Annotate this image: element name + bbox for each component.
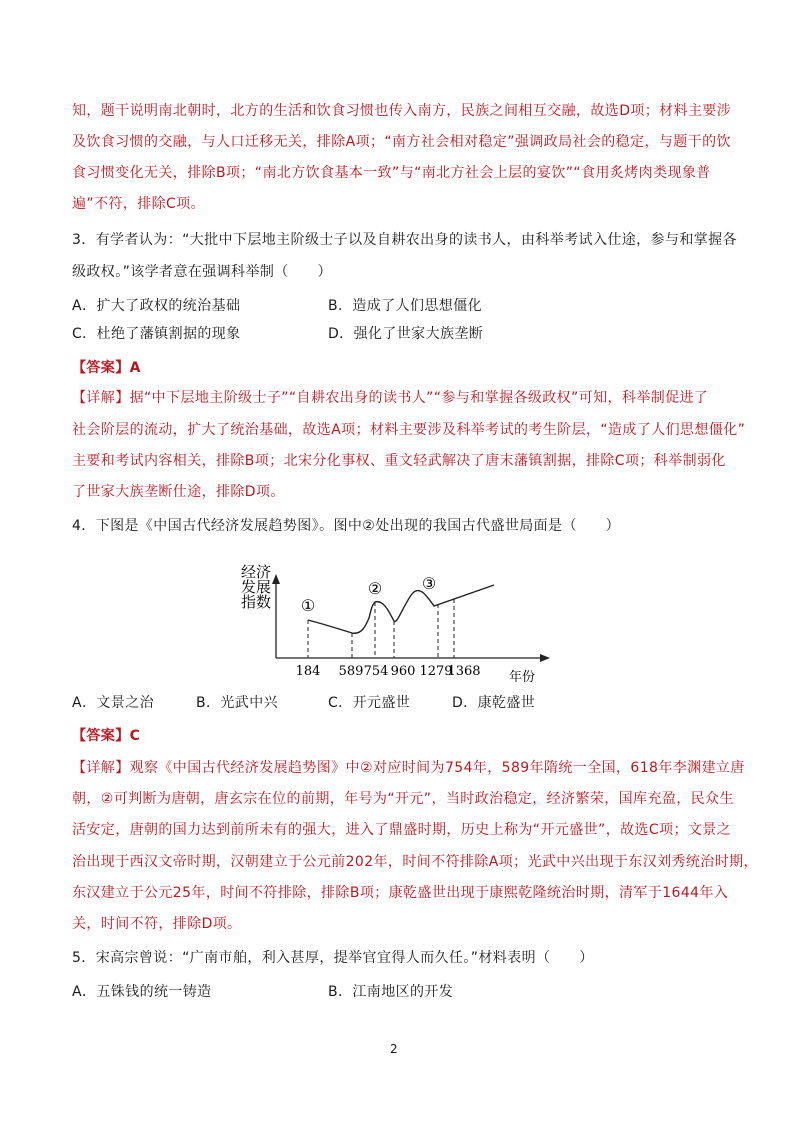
question-4-explanation: 【详解】观察《中国古代经济发展趋势图》中②对应时间为754年，589年隋统一全国，618年李渊建立唐 [72,760,745,776]
y-axis-label-line: 指数 [240,593,272,611]
question-5-option-b: B．江南地区的开发 [328,984,454,1000]
page-number: 2 [390,1042,398,1056]
x-tick-label: 184 [295,664,321,679]
question-3-answer: 【答案】A [72,360,141,376]
question-3-stem: 3．有学者认为：“大批中下层地主阶级士子以及自耕农出身的读书人，由科举考试入仕途，参与和掌握各 [72,232,737,248]
question-4-explanation: 朝，②可判断为唐朝，唐玄宗在位的前期，年号为“开元”，当时政治稳定，经济繁荣，国库充盈，民众生 [72,791,734,807]
question-3-explanation: 主要和考试内容相关，排除B项；北宋分化事权、重文轻武解决了唐末藩镇割据，排除C项；科举制弱化 [72,453,726,469]
trend-line [308,585,494,633]
x-tick-label: 589 [338,664,364,679]
y-axis-label [241,563,271,611]
x-axis-arrow [540,654,550,662]
question-4-option-a: A．文景之治 [72,695,154,711]
question-4-option-d: D．康乾盛世 [452,695,536,711]
x-tick-label: 1368 [447,664,481,679]
explanation-line: 食习惯变化无关，排除B项；“南北方饮食基本一致”与“南北方社会上层的宴饮”“食用炙烤肉类现象普 [72,165,711,181]
question-3-option-c: C．杜绝了藩镇割据的现象 [72,326,241,342]
question-4-explanation: 东汉建立于公元25年，时间不符排除，排除B项；康乾盛世出现于康熙乾隆统治时期，清军于1644年入 [72,885,729,901]
question-4-option-c: C．开元盛世 [328,695,411,711]
question-3-option-d: D．强化了世家大族垄断 [328,326,484,342]
marker-3: ③ [421,574,437,593]
question-4-explanation: 治出现于西汉文帝时期，汉朝建立于公元前202年，时间不符排除A项；光武中兴出现于东汉刘秀统治时期， [72,854,758,870]
question-4-option-b: B．光武中兴 [196,695,279,711]
question-3-option-a: A．扩大了政权的统治基础 [72,298,241,314]
x-tick-label: 754 [363,664,389,679]
y-axis-arrow [272,574,280,584]
explanation-line: 及饮食习惯的交融，与人口迁移无关，排除A项；“南方社会相对稳定”强调政局社会的稳定，与题干的饮 [72,134,731,150]
question-3-explanation: 【详解】据“中下层地主阶级士子”“自耕农出身的读书人”“参与和掌握各级政权”可知，科举制促进了 [72,390,709,406]
question-3-explanation: 社会阶层的流动，扩大了统治基础，故选A项；材料主要涉及科举考试的考生阶层，“造成了人们思想僵化” [72,422,746,438]
marker-1: ① [300,596,316,615]
question-4-answer: 【答案】C [72,728,141,744]
x-tick-label: 960 [390,664,416,679]
y-axis-label-line: 经济 [240,563,272,581]
question-4-explanation: 活安定，唐朝的国力达到前所未有的强大，进入了鼎盛时期，历史上称为“开元盛世”，故选C项；文景之 [72,822,732,838]
question-5-option-a: A．五铢钱的统一铸造 [72,984,212,1000]
question-5-stem: 5．宋高宗曾说：“广南市舶，利入甚厚，提举官宜得人而久任。”材料表明（ ） [72,950,594,966]
x-tick-label: 1279 [419,664,453,679]
marker-2: ② [367,579,383,598]
question-3-stem: 级政权。”该学者意在强调科举制（ ） [72,264,332,280]
x-axis-label: 年份 [509,670,536,685]
question-3-option-b: B．造成了人们思想僵化 [328,298,483,314]
economic-trend-chart [232,558,562,688]
explanation-line: 遍”不符，排除C项。 [72,196,206,212]
question-4-stem: 4．下图是《中国古代经济发展趋势图》。图中②处出现的我国古代盛世局面是（ ） [72,518,621,534]
question-4-explanation: 关，时间不符，排除D项。 [72,916,242,932]
question-3-explanation: 了世家大族垄断仕途，排除D项。 [72,484,285,500]
explanation-line: 知，题干说明南北朝时，北方的生活和饮食习惯也传入南方，民族之间相互交融，故选D项；材料主要涉 [72,103,732,119]
y-axis-label-line: 发展 [240,578,272,596]
